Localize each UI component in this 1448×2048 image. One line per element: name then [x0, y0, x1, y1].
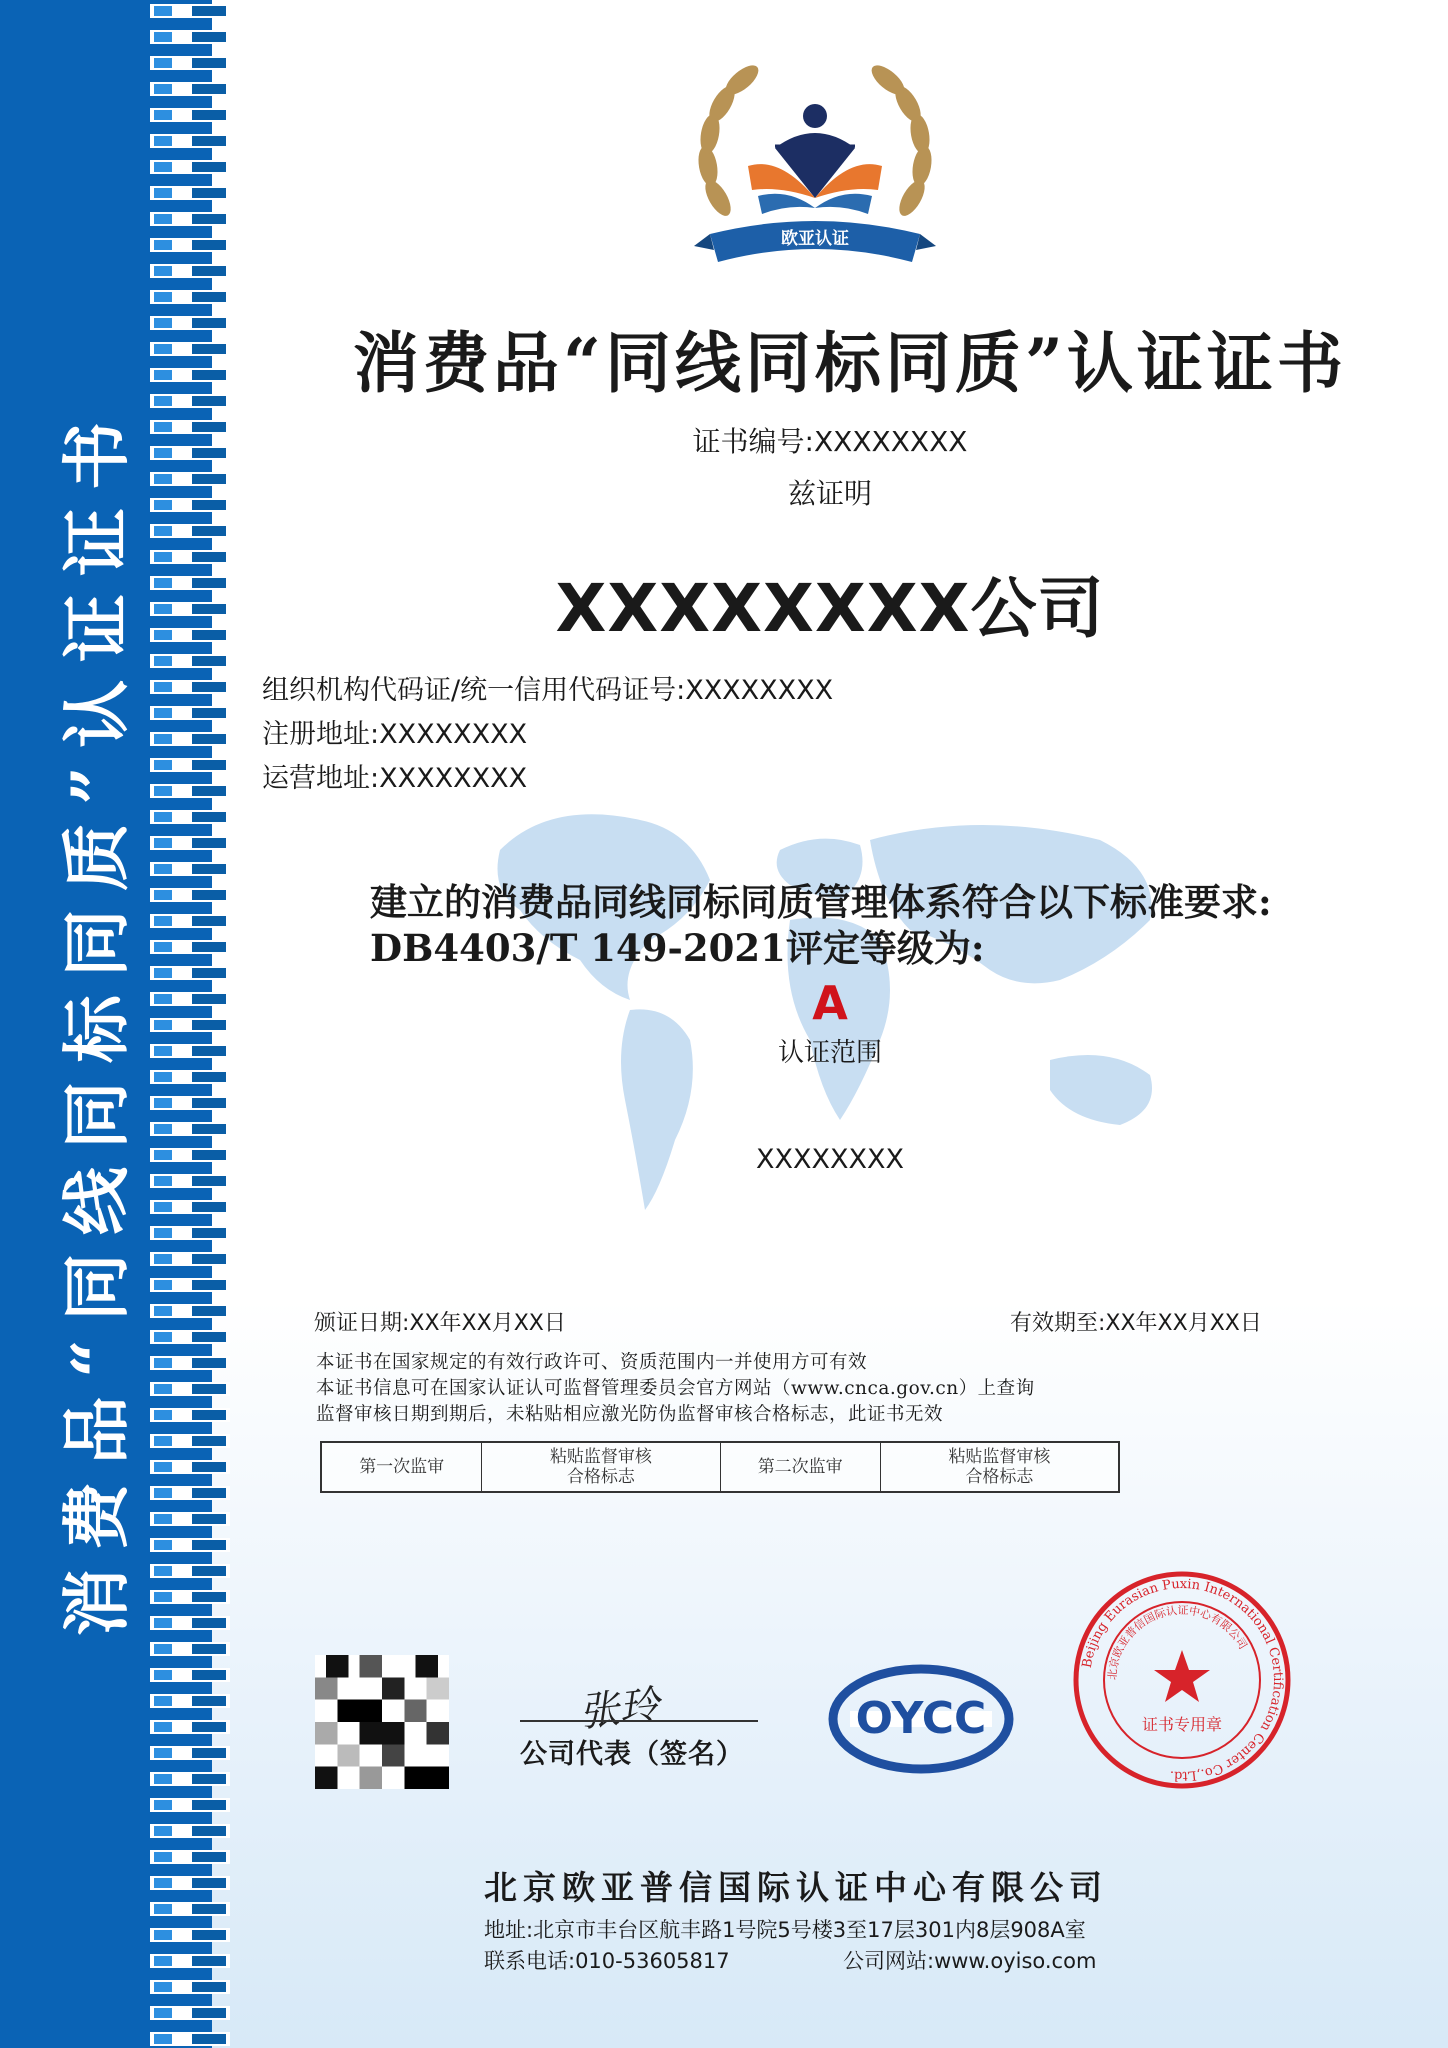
certificate-number: 证书编号:XXXXXXXX	[692, 425, 968, 458]
oycc-logo-text: OYCC	[855, 1693, 987, 1744]
registered-address: 注册地址:XXXXXXXX	[262, 719, 528, 750]
issuer-phone: 联系电话:010-53605817	[484, 1949, 730, 1973]
scope-label: 认证范围	[777, 1038, 882, 1068]
valid-until: 有效期至:XX年XX月XX日	[1010, 1311, 1262, 1336]
seal-outer-text: Beijing Eurasian Puxin International Certification Center Co.,Ltd.	[1079, 1576, 1286, 1784]
signature-label: 公司代表（签名）	[520, 1739, 744, 1770]
logo-band-text: 欧亚认证	[781, 229, 849, 249]
seal-inner-text: 北京欧亚普信国际认证中心有限公司	[1105, 1603, 1250, 1681]
qr-code	[310, 1655, 454, 1789]
note-line: 本证书在国家规定的有效行政许可、资质范围内一并使用方可有效	[316, 1352, 868, 1373]
note-line: 本证书信息可在国家认证认可监督管理委员会官方网站（www.cnca.gov.cn）上查询	[316, 1378, 1035, 1399]
side-title: 消费品“同线同标同质”认证证书	[57, 403, 138, 1637]
company-name: XXXXXXXX公司	[555, 570, 1105, 647]
issuer-address: 地址:北京市丰台区航丰路1号院5号楼3至17层301内8层908A室	[484, 1918, 1086, 1942]
operating-address: 运营地址:XXXXXXXX	[262, 763, 528, 794]
audit-cell-second: 第二次监审	[721, 1443, 881, 1491]
oycc-logo	[828, 1663, 1014, 1775]
issuer-name: 北京欧亚普信国际认证中心有限公司	[484, 1868, 1108, 1907]
issuer-website: 公司网站:www.oyiso.com	[843, 1949, 1097, 1973]
grade: A	[812, 976, 848, 1030]
scope-value: XXXXXXXX	[756, 1144, 904, 1175]
audit-table	[320, 1441, 1120, 1493]
requirement-line-1: 建立的消费品同线同标同质管理体系符合以下标准要求:	[370, 880, 1272, 924]
audit-cell-sticker: 粘贴监督审核 合格标志	[482, 1443, 720, 1491]
eurasian-certification-logo	[680, 48, 950, 298]
signature: 张玲	[577, 1682, 662, 1737]
requirement-line-2: DB4403/T 149-2021评定等级为:	[370, 926, 985, 970]
audit-cell-first: 第一次监审	[322, 1443, 482, 1491]
signature-line	[520, 1720, 758, 1722]
certificate-title: 消费品“同线同标同质”认证证书	[353, 324, 1347, 402]
attestation-label: 兹证明	[787, 477, 872, 510]
audit-cell-sticker: 粘贴监督审核 合格标志	[948, 1447, 1051, 1487]
org-code: 组织机构代码证/统一信用代码证号:XXXXXXXX	[262, 675, 834, 706]
official-seal	[1072, 1570, 1292, 1790]
logo-band-subtext: EURASIAN CERTIFICATION	[776, 252, 854, 259]
issue-date: 颁证日期:XX年XX月XX日	[314, 1311, 566, 1336]
note-line: 监督审核日期到期后，未粘贴相应激光防伪监督审核合格标志，此证书无效	[316, 1404, 944, 1425]
seal-center-text: 证书专用章	[1141, 1715, 1223, 1734]
